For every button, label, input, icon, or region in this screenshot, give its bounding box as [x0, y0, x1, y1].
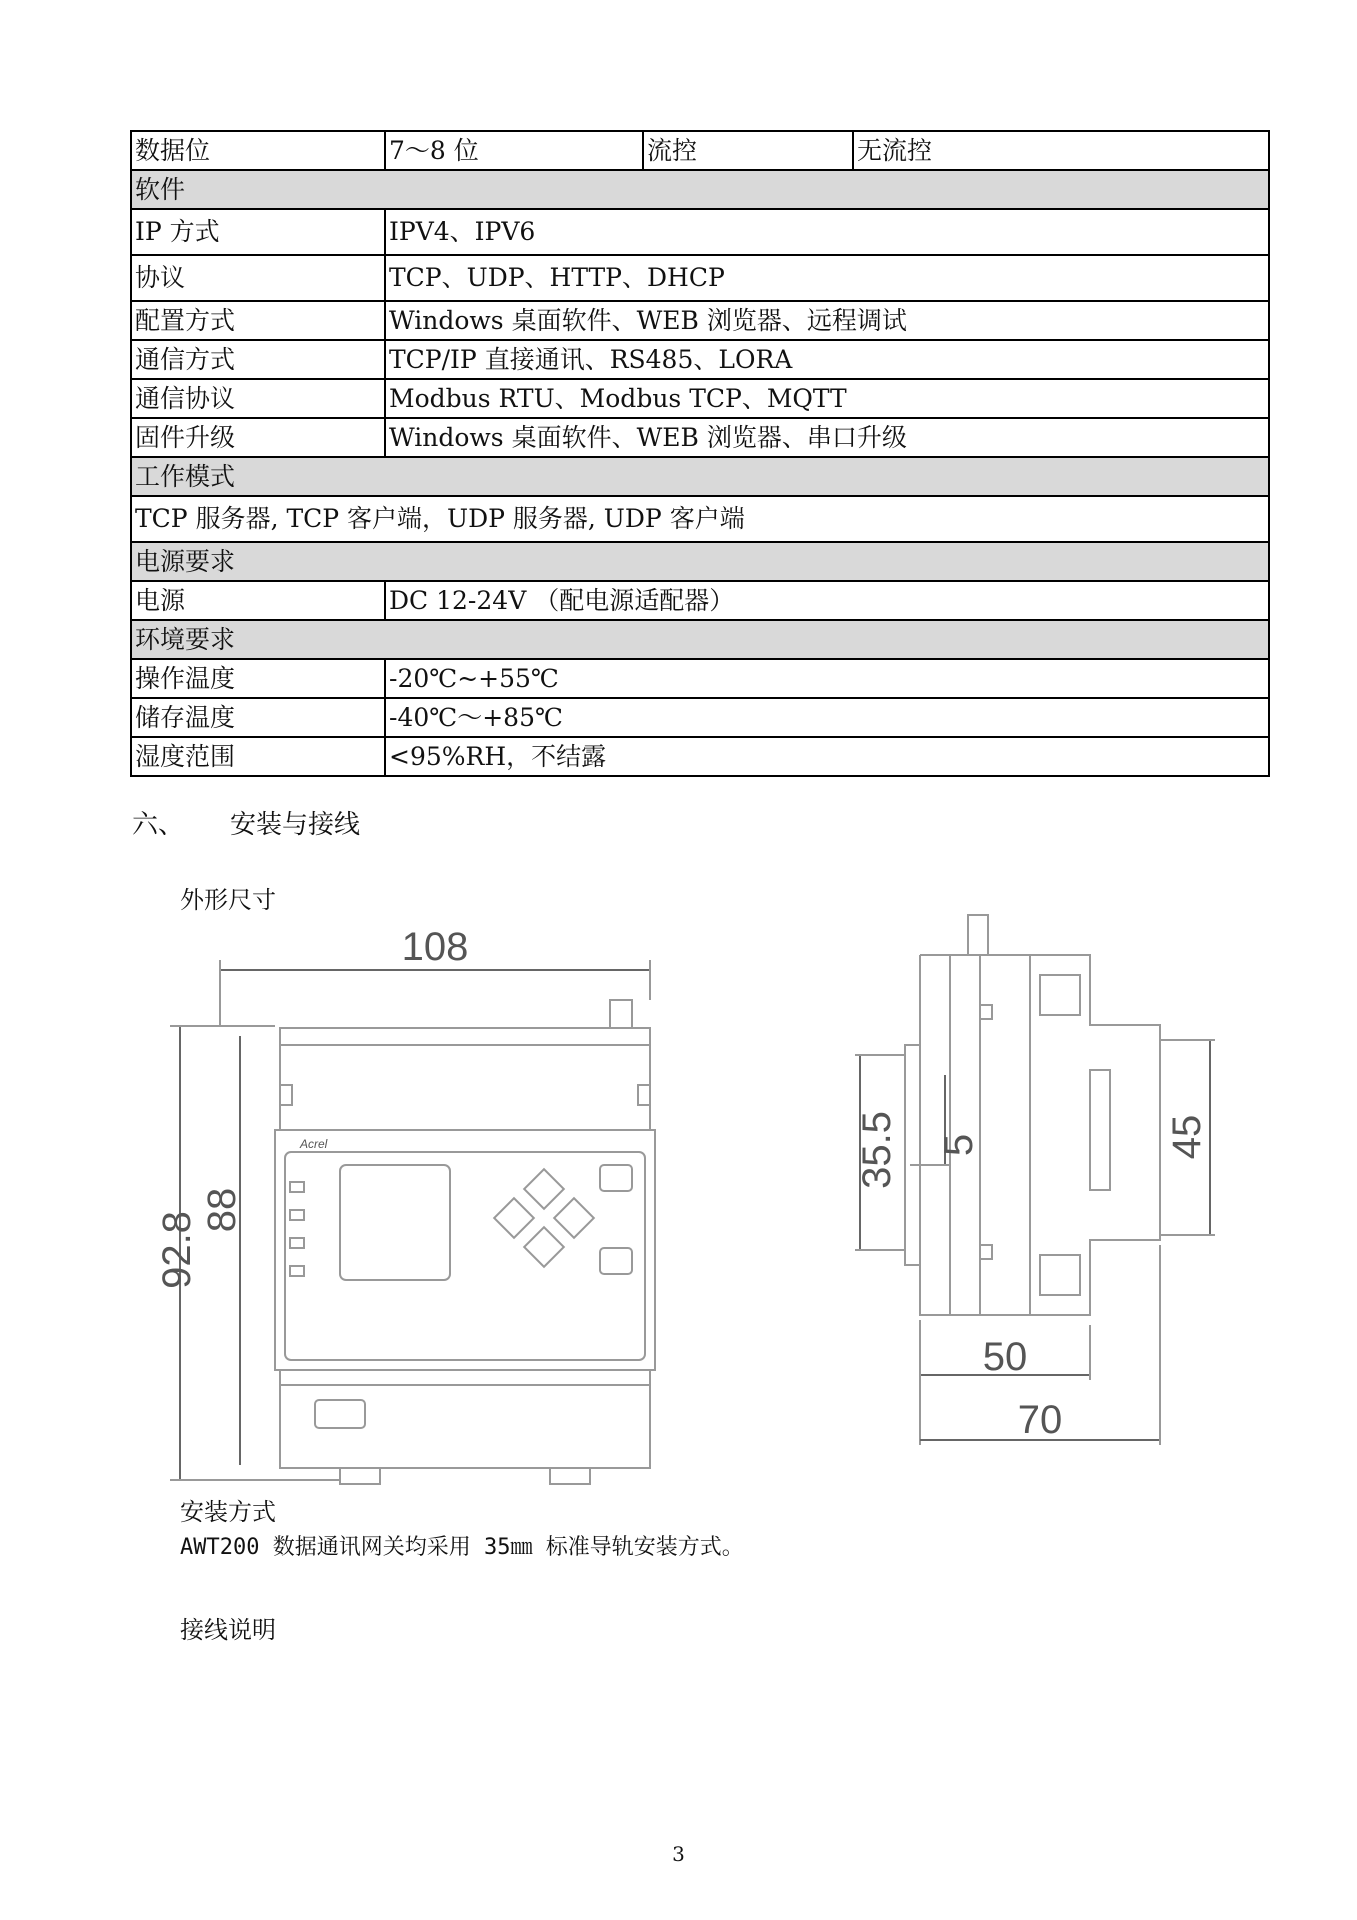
cell-label: 电源 [131, 581, 385, 620]
table-row [131, 131, 1269, 170]
cell-value: DC 12-24V （配电源适配器） [385, 581, 1269, 620]
cell-label: 湿度范围 [131, 737, 385, 776]
cell-value: 7～8 位 [385, 131, 643, 170]
table-row [131, 698, 1269, 737]
cell-value: Windows 桌面软件、WEB 浏览器、串口升级 [385, 418, 1269, 457]
section-title: 安装与接线 [230, 810, 361, 840]
dim-height-inner-label: 88 [200, 1187, 244, 1233]
section-number: 六、 [132, 810, 185, 840]
wiring-title: 接线说明 [180, 1616, 276, 1644]
section-row [131, 620, 1269, 659]
cell-label: 协议 [131, 255, 385, 301]
dim-height-outer-label: 92.8 [155, 1211, 199, 1289]
table-row [131, 581, 1269, 620]
dim-depth-mid-label: 50 [982, 1335, 1028, 1379]
install-title: 安装方式 [180, 1498, 276, 1526]
table-row [131, 659, 1269, 698]
front-view-drawing [155, 920, 680, 1450]
table-row [131, 340, 1269, 379]
table-row [131, 418, 1269, 457]
dim-rail-label: 35.5 [855, 1111, 899, 1189]
table-row [131, 301, 1269, 340]
section-row [131, 170, 1269, 209]
cell-value: TCP、UDP、HTTP、DHCP [385, 255, 1269, 301]
page-number: 3 [672, 1842, 685, 1866]
table-row [131, 379, 1269, 418]
section-mode: 工作模式 [131, 457, 1269, 496]
cell-value: 无流控 [853, 131, 1269, 170]
cell-label: 流控 [643, 131, 853, 170]
dim-depth-front-label: 45 [1165, 1114, 1209, 1160]
cell-label: 通信协议 [131, 379, 385, 418]
spec-table [130, 130, 1270, 777]
section-row [131, 542, 1269, 581]
table-row [131, 209, 1269, 255]
cell-label: 操作温度 [131, 659, 385, 698]
install-text: AWT200 数据通讯网关均采用 35㎜ 标准导轨安装方式。 [180, 1535, 744, 1560]
mode-value: TCP 服务器, TCP 客户端，UDP 服务器, UDP 客户端 [131, 496, 1269, 542]
dimensions-title: 外形尺寸 [180, 886, 276, 914]
dim-gap-label: 5 [937, 1133, 981, 1157]
cell-value: IPV4、IPV6 [385, 209, 1269, 255]
cell-value: <95%RH，不结露 [385, 737, 1269, 776]
section-row [131, 457, 1269, 496]
table-row [131, 255, 1269, 301]
cell-value: Windows 桌面软件、WEB 浏览器、远程调试 [385, 301, 1269, 340]
table-row [131, 496, 1269, 542]
logo-label: Acrel [300, 1137, 328, 1151]
cell-label: 储存温度 [131, 698, 385, 737]
cell-value: -40℃～+85℃ [385, 698, 1269, 737]
cell-value: Modbus RTU、Modbus TCP、MQTT [385, 379, 1269, 418]
dim-width-label: 108 [401, 925, 469, 969]
cell-value: -20℃~+55℃ [385, 659, 1269, 698]
cell-label: IP 方式 [131, 209, 385, 255]
dim-depth-total-label: 70 [1017, 1398, 1063, 1442]
side-view-drawing [850, 905, 1250, 1465]
cell-label: 固件升级 [131, 418, 385, 457]
section-software: 软件 [131, 170, 1269, 209]
cell-label: 配置方式 [131, 301, 385, 340]
section-env: 环境要求 [131, 620, 1269, 659]
table-row [131, 737, 1269, 776]
section-heading [132, 804, 360, 841]
cell-label: 通信方式 [131, 340, 385, 379]
cell-label: 数据位 [131, 131, 385, 170]
cell-value: TCP/IP 直接通讯、RS485、LORA [385, 340, 1269, 379]
section-power: 电源要求 [131, 542, 1269, 581]
